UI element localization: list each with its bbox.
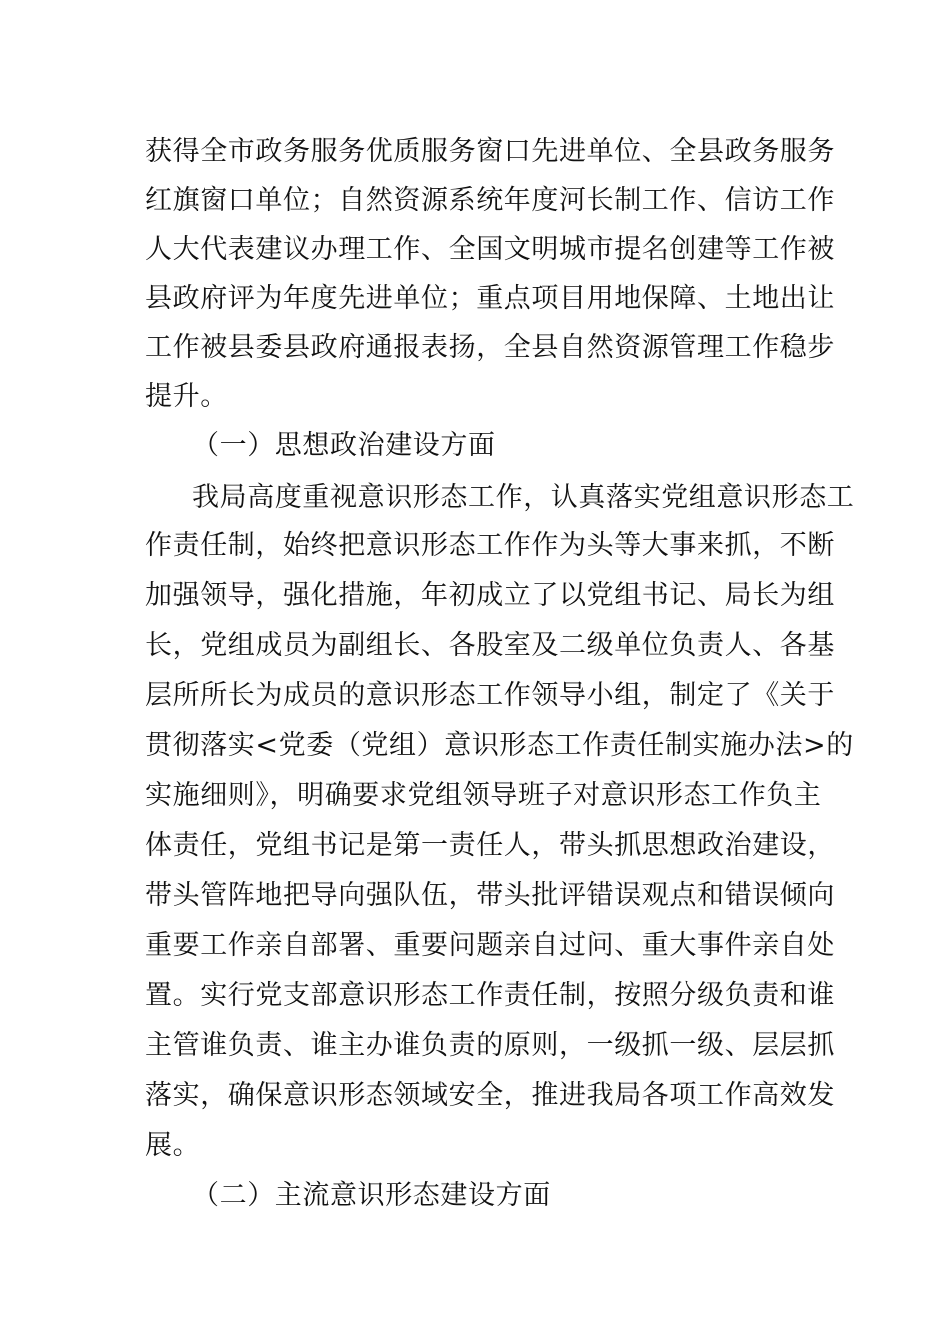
paragraph-line: 重要工作亲自部署、重要问题亲自过问、重大事件亲自处 bbox=[145, 930, 835, 961]
paragraph-line: 我局高度重视意识形态工作，认真落实党组意识形态工 bbox=[192, 482, 855, 513]
paragraph-line: 提升。 bbox=[145, 381, 228, 412]
paragraph-line: 贯彻落实<党委（党组）意识形态工作责任制实施办法>的 bbox=[145, 730, 854, 761]
paragraph-line: 县政府评为年度先进单位；重点项目用地保障、土地出让 bbox=[145, 283, 835, 314]
paragraph-line: 人大代表建议办理工作、全国文明城市提名创建等工作被 bbox=[145, 234, 835, 265]
paragraph-line: 体责任，党组书记是第一责任人，带头抓思想政治建设， bbox=[145, 830, 835, 861]
paragraph-line: 加强领导，强化措施，年初成立了以党组书记、局长为组 bbox=[145, 580, 835, 611]
paragraph-line: 置。实行党支部意识形态工作责任制，按照分级负责和谁 bbox=[145, 980, 835, 1011]
paragraph-line: 主管谁负责、谁主办谁负责的原则，一级抓一级、层层抓 bbox=[145, 1030, 835, 1061]
section-heading: （二）主流意识形态建设方面 bbox=[192, 1180, 551, 1211]
paragraph-line: 落实，确保意识形态领域安全，推进我局各项工作高效发 bbox=[145, 1080, 835, 1111]
paragraph-line: 长，党组成员为副组长、各股室及二级单位负责人、各基 bbox=[145, 630, 835, 661]
paragraph-line: 实施细则》，明确要求党组领导班子对意识形态工作负主 bbox=[145, 780, 822, 811]
paragraph-line: 层所所长为成员的意识形态工作领导小组，制定了《关于 bbox=[145, 680, 835, 711]
paragraph-line: 展。 bbox=[145, 1130, 201, 1161]
paragraph-line: 获得全市政务服务优质服务窗口先进单位、全县政务服务 bbox=[145, 136, 835, 167]
paragraph-line: 红旗窗口单位；自然资源系统年度河长制工作、信访工作 bbox=[145, 185, 835, 216]
paragraph-line: 工作被县委县政府通报表扬，全县自然资源管理工作稳步 bbox=[145, 332, 835, 363]
paragraph-line: 作责任制，始终把意识形态工作作为头等大事来抓，不断 bbox=[145, 530, 835, 561]
paragraph-line: 带头管阵地把导向强队伍，带头批评错误观点和错误倾向 bbox=[145, 880, 835, 911]
section-heading: （一）思想政治建设方面 bbox=[192, 430, 496, 461]
